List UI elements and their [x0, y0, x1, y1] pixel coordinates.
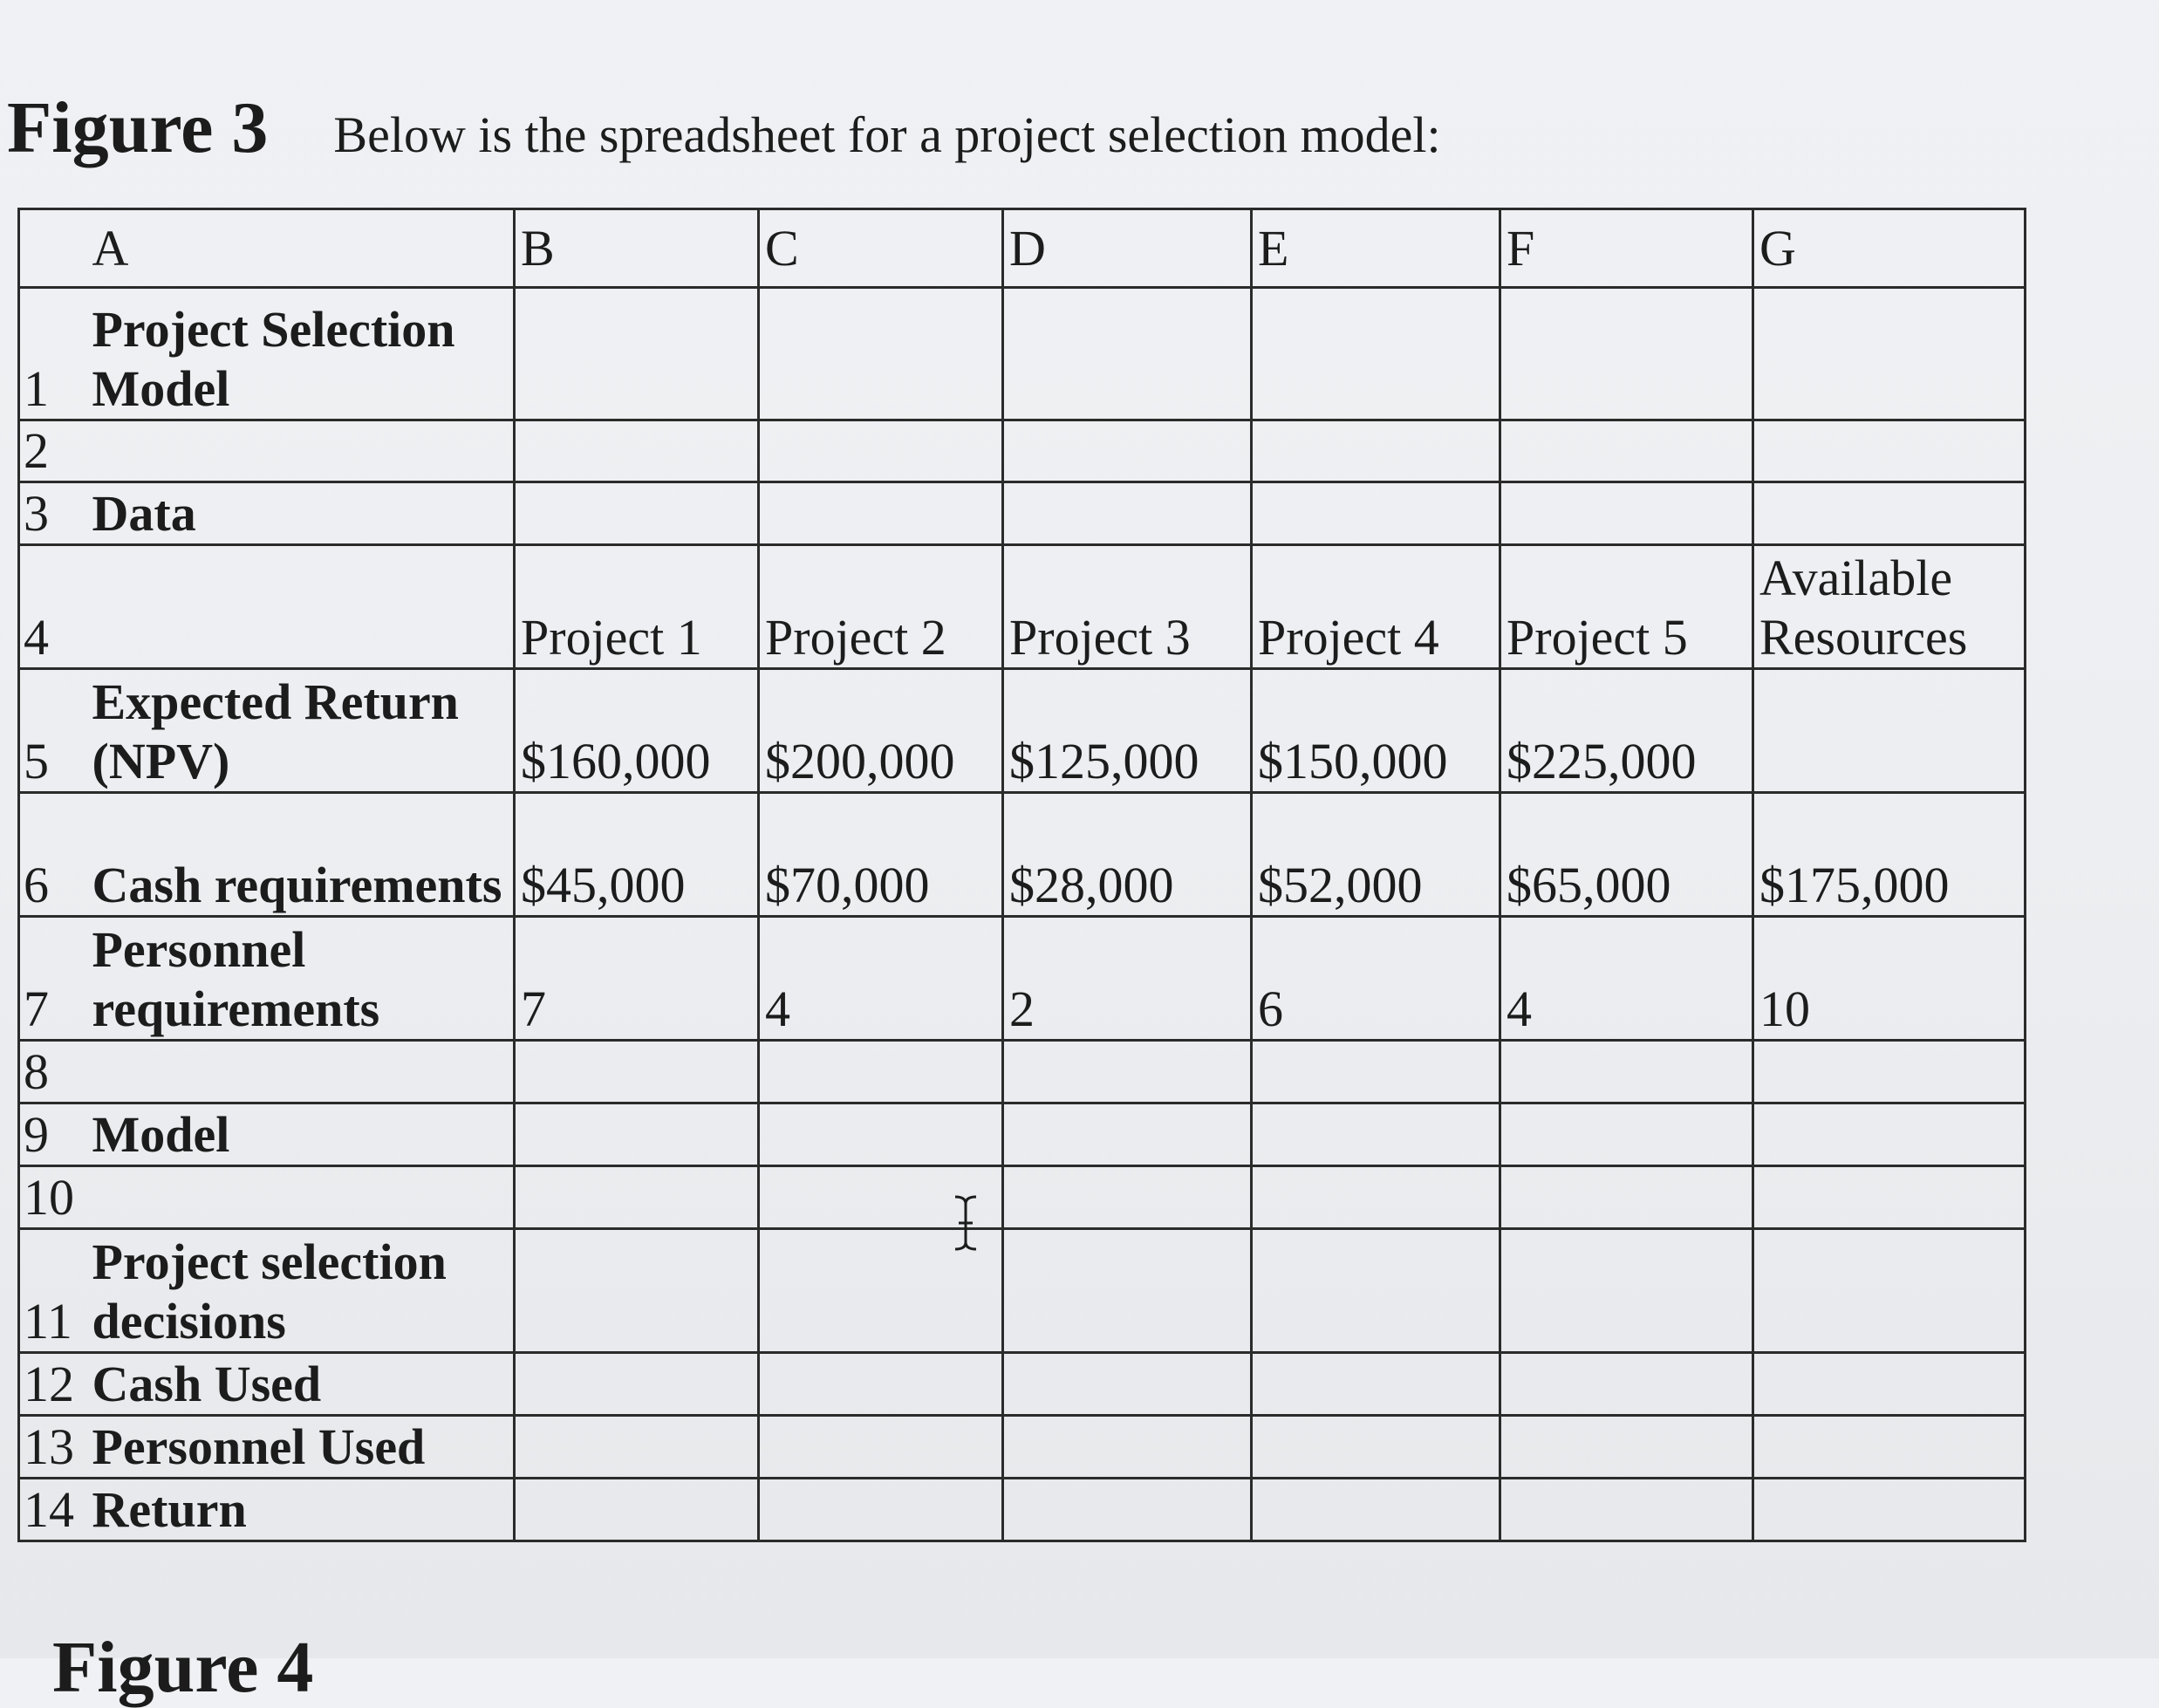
- sheet-row-8: [19, 1041, 2026, 1103]
- cell-b6[interactable]: $45,000: [515, 793, 759, 917]
- cell-c8[interactable]: [759, 1041, 1003, 1103]
- column-header-f[interactable]: F: [1500, 209, 1753, 288]
- cell-c1[interactable]: [759, 288, 1003, 420]
- figure-label: Figure 3: [7, 87, 269, 168]
- cell-g6[interactable]: $175,000: [1753, 793, 2026, 917]
- cell-a4[interactable]: [87, 545, 515, 669]
- row-number[interactable]: 7: [19, 917, 87, 1041]
- cell-f2[interactable]: [1500, 420, 1753, 482]
- cell-f12[interactable]: [1500, 1353, 1753, 1416]
- cell-b3[interactable]: [515, 482, 759, 545]
- cell-e11[interactable]: [1252, 1229, 1500, 1353]
- cell-b1[interactable]: [515, 288, 759, 420]
- cell-c6[interactable]: $70,000: [759, 793, 1003, 917]
- cell-b4[interactable]: Project 1: [515, 545, 759, 669]
- cell-g1[interactable]: [1753, 288, 2026, 420]
- sheet-row-6: [19, 793, 2026, 917]
- cell-d12[interactable]: [1003, 1353, 1252, 1416]
- sheet-row-1: [19, 288, 2026, 420]
- cell-a10[interactable]: [87, 1166, 515, 1229]
- cell-a12[interactable]: Cash Used: [87, 1353, 515, 1416]
- cell-c9[interactable]: [759, 1103, 1003, 1166]
- cell-e7[interactable]: 6: [1252, 917, 1500, 1041]
- cell-g13[interactable]: [1753, 1416, 2026, 1479]
- column-header-c[interactable]: C: [759, 209, 1003, 288]
- cell-f6[interactable]: $65,000: [1500, 793, 1753, 917]
- cell-g14[interactable]: [1753, 1479, 2026, 1541]
- cell-c7[interactable]: 4: [759, 917, 1003, 1041]
- row-number[interactable]: 6: [19, 793, 87, 917]
- cell-e2[interactable]: [1252, 420, 1500, 482]
- cell-c5[interactable]: $200,000: [759, 669, 1003, 793]
- cell-a13[interactable]: Personnel Used: [87, 1416, 515, 1479]
- cell-c14[interactable]: [759, 1479, 1003, 1541]
- row-number[interactable]: 5: [19, 669, 87, 793]
- sheet-row-11: [19, 1229, 2026, 1353]
- cell-g8[interactable]: [1753, 1041, 2026, 1103]
- cell-e6[interactable]: $52,000: [1252, 793, 1500, 917]
- cell-g7[interactable]: 10: [1753, 917, 2026, 1041]
- cell-d8[interactable]: [1003, 1041, 1252, 1103]
- cell-g10[interactable]: [1753, 1166, 2026, 1229]
- cell-d13[interactable]: [1003, 1416, 1252, 1479]
- cell-a3[interactable]: Data: [87, 482, 515, 545]
- cell-a7[interactable]: Personnel requirements: [87, 917, 515, 1041]
- cell-d11[interactable]: [1003, 1229, 1252, 1353]
- cell-f3[interactable]: [1500, 482, 1753, 545]
- sheet-row-2: [19, 420, 2026, 482]
- sheet-row-7: [19, 917, 2026, 1041]
- corner-cell: [19, 209, 87, 288]
- cell-d1[interactable]: [1003, 288, 1252, 420]
- column-header-row: [19, 209, 2026, 288]
- cell-b10[interactable]: [515, 1166, 759, 1229]
- cell-b8[interactable]: [515, 1041, 759, 1103]
- cell-e14[interactable]: [1252, 1479, 1500, 1541]
- sheet-row-13: [19, 1416, 2026, 1479]
- cell-b7[interactable]: 7: [515, 917, 759, 1041]
- next-figure-heading-fragment: [52, 1627, 349, 1708]
- cell-d3[interactable]: [1003, 482, 1252, 545]
- cell-g3[interactable]: [1753, 482, 2026, 545]
- sheet-row-5: [19, 669, 2026, 793]
- cell-d2[interactable]: [1003, 420, 1252, 482]
- cell-c3[interactable]: [759, 482, 1003, 545]
- cell-e12[interactable]: [1252, 1353, 1500, 1416]
- cell-f4[interactable]: Project 5: [1500, 545, 1753, 669]
- cell-c2[interactable]: [759, 420, 1003, 482]
- sheet-row-10: [19, 1166, 2026, 1229]
- cell-e4[interactable]: Project 4: [1252, 545, 1500, 669]
- cell-e10[interactable]: [1252, 1166, 1500, 1229]
- cell-a11[interactable]: Project selection decisions: [87, 1229, 515, 1353]
- cell-d5[interactable]: $125,000: [1003, 669, 1252, 793]
- cell-e13[interactable]: [1252, 1416, 1500, 1479]
- cell-b9[interactable]: [515, 1103, 759, 1166]
- cell-e9[interactable]: [1252, 1103, 1500, 1166]
- row-number[interactable]: 8: [19, 1041, 87, 1103]
- cell-f11[interactable]: [1500, 1229, 1753, 1353]
- row-number[interactable]: 3: [19, 482, 87, 545]
- cell-a9[interactable]: Model: [87, 1103, 515, 1166]
- cell-e5[interactable]: $150,000: [1252, 669, 1500, 793]
- row-number[interactable]: 9: [19, 1103, 87, 1166]
- row-number[interactable]: 12: [19, 1353, 87, 1416]
- cell-b12[interactable]: [515, 1353, 759, 1416]
- cell-b5[interactable]: $160,000: [515, 669, 759, 793]
- column-header-g[interactable]: G: [1753, 209, 2026, 288]
- cell-a6[interactable]: Cash requirements: [87, 793, 515, 917]
- cell-a2[interactable]: [87, 420, 515, 482]
- cell-c4[interactable]: Project 2: [759, 545, 1003, 669]
- cell-f8[interactable]: [1500, 1041, 1753, 1103]
- cell-g5[interactable]: [1753, 669, 2026, 793]
- cell-d7[interactable]: 2: [1003, 917, 1252, 1041]
- cell-d9[interactable]: [1003, 1103, 1252, 1166]
- cell-g12[interactable]: [1753, 1353, 2026, 1416]
- column-header-d[interactable]: D: [1003, 209, 1252, 288]
- row-number[interactable]: 13: [19, 1416, 87, 1479]
- cell-g4[interactable]: Available Resources: [1753, 545, 2026, 669]
- cell-e8[interactable]: [1252, 1041, 1500, 1103]
- cell-c13[interactable]: [759, 1416, 1003, 1479]
- next-figure-heading: Figure 4: [52, 1627, 314, 1708]
- cell-f9[interactable]: [1500, 1103, 1753, 1166]
- row-number[interactable]: 4: [19, 545, 87, 669]
- column-header-e[interactable]: E: [1252, 209, 1500, 288]
- row-number[interactable]: 10: [19, 1166, 87, 1229]
- cell-f10[interactable]: [1500, 1166, 1753, 1229]
- cell-g9[interactable]: [1753, 1103, 2026, 1166]
- cell-a8[interactable]: [87, 1041, 515, 1103]
- cell-e1[interactable]: [1252, 288, 1500, 420]
- cell-d14[interactable]: [1003, 1479, 1252, 1541]
- cell-e3[interactable]: [1252, 482, 1500, 545]
- cell-d10[interactable]: [1003, 1166, 1252, 1229]
- text-cursor-icon: [948, 1193, 983, 1253]
- cell-c12[interactable]: [759, 1353, 1003, 1416]
- row-number[interactable]: 11: [19, 1229, 87, 1353]
- sheet-row-12: [19, 1353, 2026, 1416]
- column-header-b[interactable]: B: [515, 209, 759, 288]
- cell-a5[interactable]: Expected Return (NPV): [87, 669, 515, 793]
- cell-f5[interactable]: $225,000: [1500, 669, 1753, 793]
- cell-b2[interactable]: [515, 420, 759, 482]
- cell-b14[interactable]: [515, 1479, 759, 1541]
- cell-f14[interactable]: [1500, 1479, 1753, 1541]
- row-number[interactable]: 2: [19, 420, 87, 482]
- cell-a1[interactable]: Project Selection Model: [87, 288, 515, 420]
- cell-d6[interactable]: $28,000: [1003, 793, 1252, 917]
- row-number[interactable]: 14: [19, 1479, 87, 1541]
- cell-a14[interactable]: Return: [87, 1479, 515, 1541]
- cell-f1[interactable]: [1500, 288, 1753, 420]
- cell-g11[interactable]: [1753, 1229, 2026, 1353]
- cell-b13[interactable]: [515, 1416, 759, 1479]
- sheet-row-9: [19, 1103, 2026, 1166]
- project-selection-spreadsheet: [17, 208, 2026, 1542]
- cell-f7[interactable]: 4: [1500, 917, 1753, 1041]
- cell-b11[interactable]: [515, 1229, 759, 1353]
- column-header-a[interactable]: A: [87, 209, 515, 288]
- cell-d4[interactable]: Project 3: [1003, 545, 1252, 669]
- sheet-row-14: [19, 1479, 2026, 1541]
- figure-caption: Below is the spreadsheet for a project selection model:: [333, 106, 1441, 163]
- sheet-row-3: [19, 482, 2026, 545]
- cell-g2[interactable]: [1753, 420, 2026, 482]
- page-heading: [7, 85, 1441, 181]
- sheet-row-4: [19, 545, 2026, 669]
- cell-f13[interactable]: [1500, 1416, 1753, 1479]
- row-number[interactable]: 1: [19, 288, 87, 420]
